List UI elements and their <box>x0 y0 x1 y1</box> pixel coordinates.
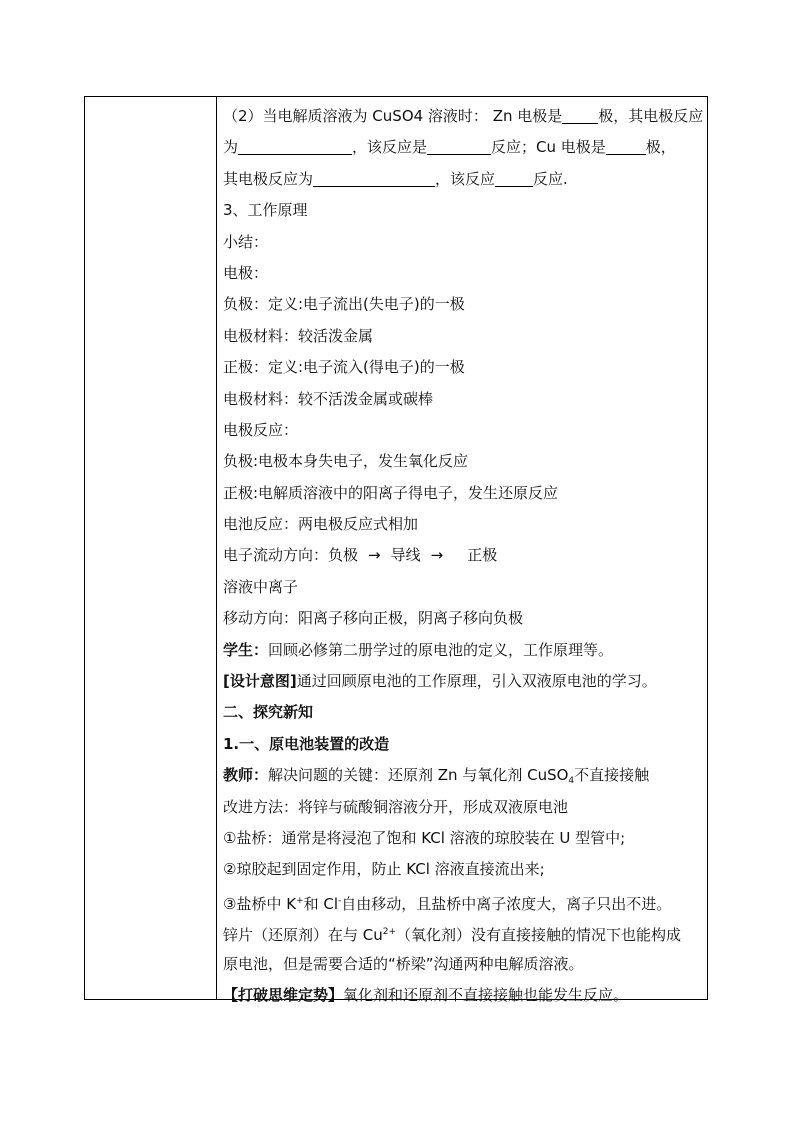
text: 其电极反应为 <box>223 169 314 188</box>
text: ，该反应是 <box>352 138 428 157</box>
text: 氧化剂和还原剂不直接接触也能发生反应。 <box>343 985 629 1004</box>
text: 正极 <box>467 546 498 565</box>
question-2-line-3 <box>223 164 703 195</box>
blank-zn-reaction-type[interactable] <box>427 136 491 155</box>
positive-reaction: 正极:电解质溶液中的阳离子得电子，发生还原反应 <box>223 483 559 502</box>
salt-bridge-point-3 <box>223 886 703 917</box>
blank-zn-pole[interactable] <box>562 105 598 124</box>
text: ③盐桥中 K <box>223 894 297 913</box>
text: 自由移动，且盐桥中离子浓度大，离子只出不进。 <box>341 894 672 913</box>
summary-label: 小结： <box>223 232 269 251</box>
electrode-label: 电极： <box>223 263 269 282</box>
text: 解决问题的关键：还原剂 Zn 与氧化剂 CuSO <box>268 766 569 785</box>
subsection-cell-modification: 1.一、原电池装置的改造 <box>223 734 390 753</box>
design-intent-label: [设计意图] <box>223 672 297 691</box>
blank-zn-reaction[interactable] <box>238 136 352 155</box>
right-arrow-icon: → <box>368 546 381 565</box>
salt-bridge-point-1: ①盐桥：通常是将浸泡了饱和 KCl 溶液的琼胶装在 U 型管中; <box>223 828 626 847</box>
right-arrow-icon: → <box>430 546 444 565</box>
text: （氧化剂）没有直接接触的情况下也能构成 <box>396 926 682 945</box>
electrode-reaction-label: 电极反应： <box>223 420 299 439</box>
text: （2）当电解质溶液为 CuSO4 溶液时： <box>223 107 488 125</box>
text: 锌片（还原剂）在与 Cu <box>223 926 383 945</box>
zinc-explanation-1 <box>223 917 703 948</box>
text: 反应；Cu 电极是 <box>491 138 606 157</box>
text: 极， <box>645 138 676 157</box>
salt-bridge-point-2: ②琼胶起到固定作用，防止 KCl 溶液直接流出来; <box>223 860 545 879</box>
superscript: + <box>296 895 304 906</box>
cell-reaction: 电池反应：两电极反应式相加 <box>223 515 419 534</box>
question-2-line-2 <box>223 132 703 163</box>
text: 回顾必修第二册学过的原电池的定义，工作原理等。 <box>268 640 614 659</box>
break-thinking-label: 【打破思维定势】 <box>223 985 344 1004</box>
blank-cu-pole[interactable] <box>606 136 646 155</box>
subscript: 4 <box>568 776 575 787</box>
blank-cu-reaction[interactable] <box>313 168 435 187</box>
text: 极，其电极反应 <box>598 107 704 125</box>
text: 反应. <box>533 169 568 188</box>
text: 为 <box>223 138 239 157</box>
lesson-content-cell <box>223 101 703 1011</box>
ion-movement: 移动方向：阳离子移向正极，阴离子移向负极 <box>223 609 524 628</box>
break-thinking-line <box>223 980 703 1011</box>
column-divider <box>216 97 217 999</box>
negative-reaction: 负极:电极本身失电子，发生氧化反应 <box>223 452 469 471</box>
superscript: - <box>338 895 342 906</box>
blank-cu-reaction-type[interactable] <box>495 168 533 187</box>
lesson-table <box>84 96 708 1004</box>
section-working-principle: 3、工作原理 <box>223 201 308 220</box>
student-line <box>223 635 703 666</box>
text: 电子流动方向：负极 <box>223 546 359 565</box>
superscript: 2+ <box>382 927 397 938</box>
teacher-line <box>223 760 703 791</box>
text: 和 Cl <box>303 894 339 913</box>
text: ，该反应 <box>435 169 496 188</box>
positive-material: 电极材料：较不活泼金属或碳棒 <box>223 389 434 408</box>
electron-flow-line <box>223 540 703 571</box>
text: 不直接接触 <box>574 766 650 785</box>
negative-definition: 负极：定义:电子流出(失电子)的一极 <box>223 295 465 314</box>
teacher-label: 教师： <box>223 766 269 785</box>
student-label: 学生： <box>223 640 269 659</box>
text: 导线 <box>390 546 421 565</box>
text: Zn 电极是 <box>492 107 563 125</box>
question-2-line-1 <box>223 101 703 132</box>
negative-material: 电极材料：较活泼金属 <box>223 326 374 345</box>
section-explore: 二、探究新知 <box>223 703 314 722</box>
design-intent-line <box>223 666 703 697</box>
ion-label: 溶液中离子 <box>223 577 299 596</box>
zinc-explanation-2: 原电池，但是需要合适的“桥梁”沟通两种电解质溶液。 <box>223 954 584 973</box>
positive-definition: 正极：定义:电子流入(得电子)的一极 <box>223 358 465 377</box>
text: 通过回顾原电池的工作原理，引入双液原电池的学习。 <box>296 672 657 691</box>
improvement-method: 改进方法：将锌与硫酸铜溶液分开，形成双液原电池 <box>223 797 569 816</box>
